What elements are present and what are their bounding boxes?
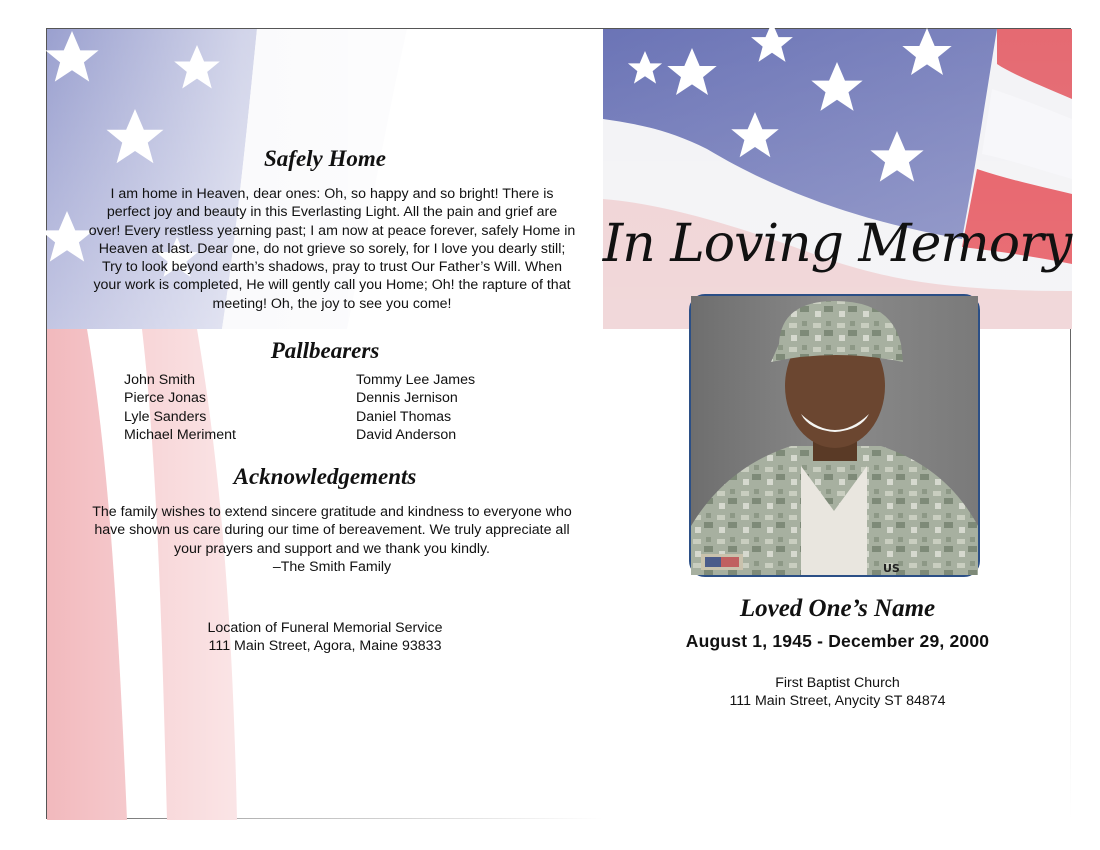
funeral-program-sheet [46,28,1071,819]
poem-title: Safely Home [264,146,386,171]
pallbearer-name: Michael Meriment [124,426,236,443]
poem-text [77,185,587,313]
poem-line: Try to look beyond earth’s shadows, pray to trust Our Father’s Will. When [102,259,562,276]
pallbearer-name: John Smith [124,372,195,388]
poem-line: Heaven at last. Dear one, do not grieve so sorely, for I love you dearly still; [98,240,566,257]
acknowledgement-signature: –The Smith Family [272,558,392,575]
service-address: 111 Main Street, Agora, Maine 93833 [208,638,442,654]
pallbearer-name: Tommy Lee James [356,372,476,388]
acknowledgement-line: have shown us care during our time of bereavement. We truly appreciate all [94,522,570,539]
acknowledgement-line: your prayers and support and we thank you kindly. [174,540,490,557]
life-dates: August 1, 1945 - December 29, 2000 [685,631,990,651]
soldier-portrait-photo [691,296,978,575]
church-name: First Baptist Church [775,675,900,691]
acknowledgement-line: The family wishes to extend sincere gratitude and kindness to everyone who [92,504,572,520]
pallbearers-left-column [124,371,236,444]
pallbearers-title: Pallbearers [270,338,380,363]
poem-line: I am home in Heaven, dear ones: Oh, so happy and so bright! There is [110,186,554,202]
pallbearer-name: Dennis Jernison [356,390,458,407]
script-title: In Loving Memory [602,214,1072,274]
service-label: Location of Funeral Memorial Service [207,620,443,636]
pallbearer-name: Pierce Jonas [124,390,207,407]
acknowledgements-text [77,503,587,576]
acknowledgements-title: Acknowledgements [233,464,417,489]
poem-line: meeting! Oh, the joy to see you come! [212,295,452,312]
portrait-photo-frame [689,294,980,577]
pallbearer-name: Daniel Thomas [356,408,452,425]
in-loving-memory-script [602,199,1072,289]
poem-line: over! Every restless yearning past; I am now at peace forever, safely Home in [88,222,576,239]
poem-line: your work is completed, He will gently call you Home; Oh! the rapture of that [93,277,571,294]
inside-panel [47,29,603,820]
pallbearers-right-column [356,371,475,444]
deceased-name: Loved One’s Name [739,595,936,622]
svg-text:US: US [883,562,900,575]
pallbearer-name: David Anderson [356,426,457,443]
pallbearer-name: Lyle Sanders [124,408,207,425]
church-address: 111 Main Street, Anycity ST 84874 [729,693,946,709]
poem-line: perfect joy and beauty in this Everlasting Light. All the pain and grief are [106,204,558,221]
